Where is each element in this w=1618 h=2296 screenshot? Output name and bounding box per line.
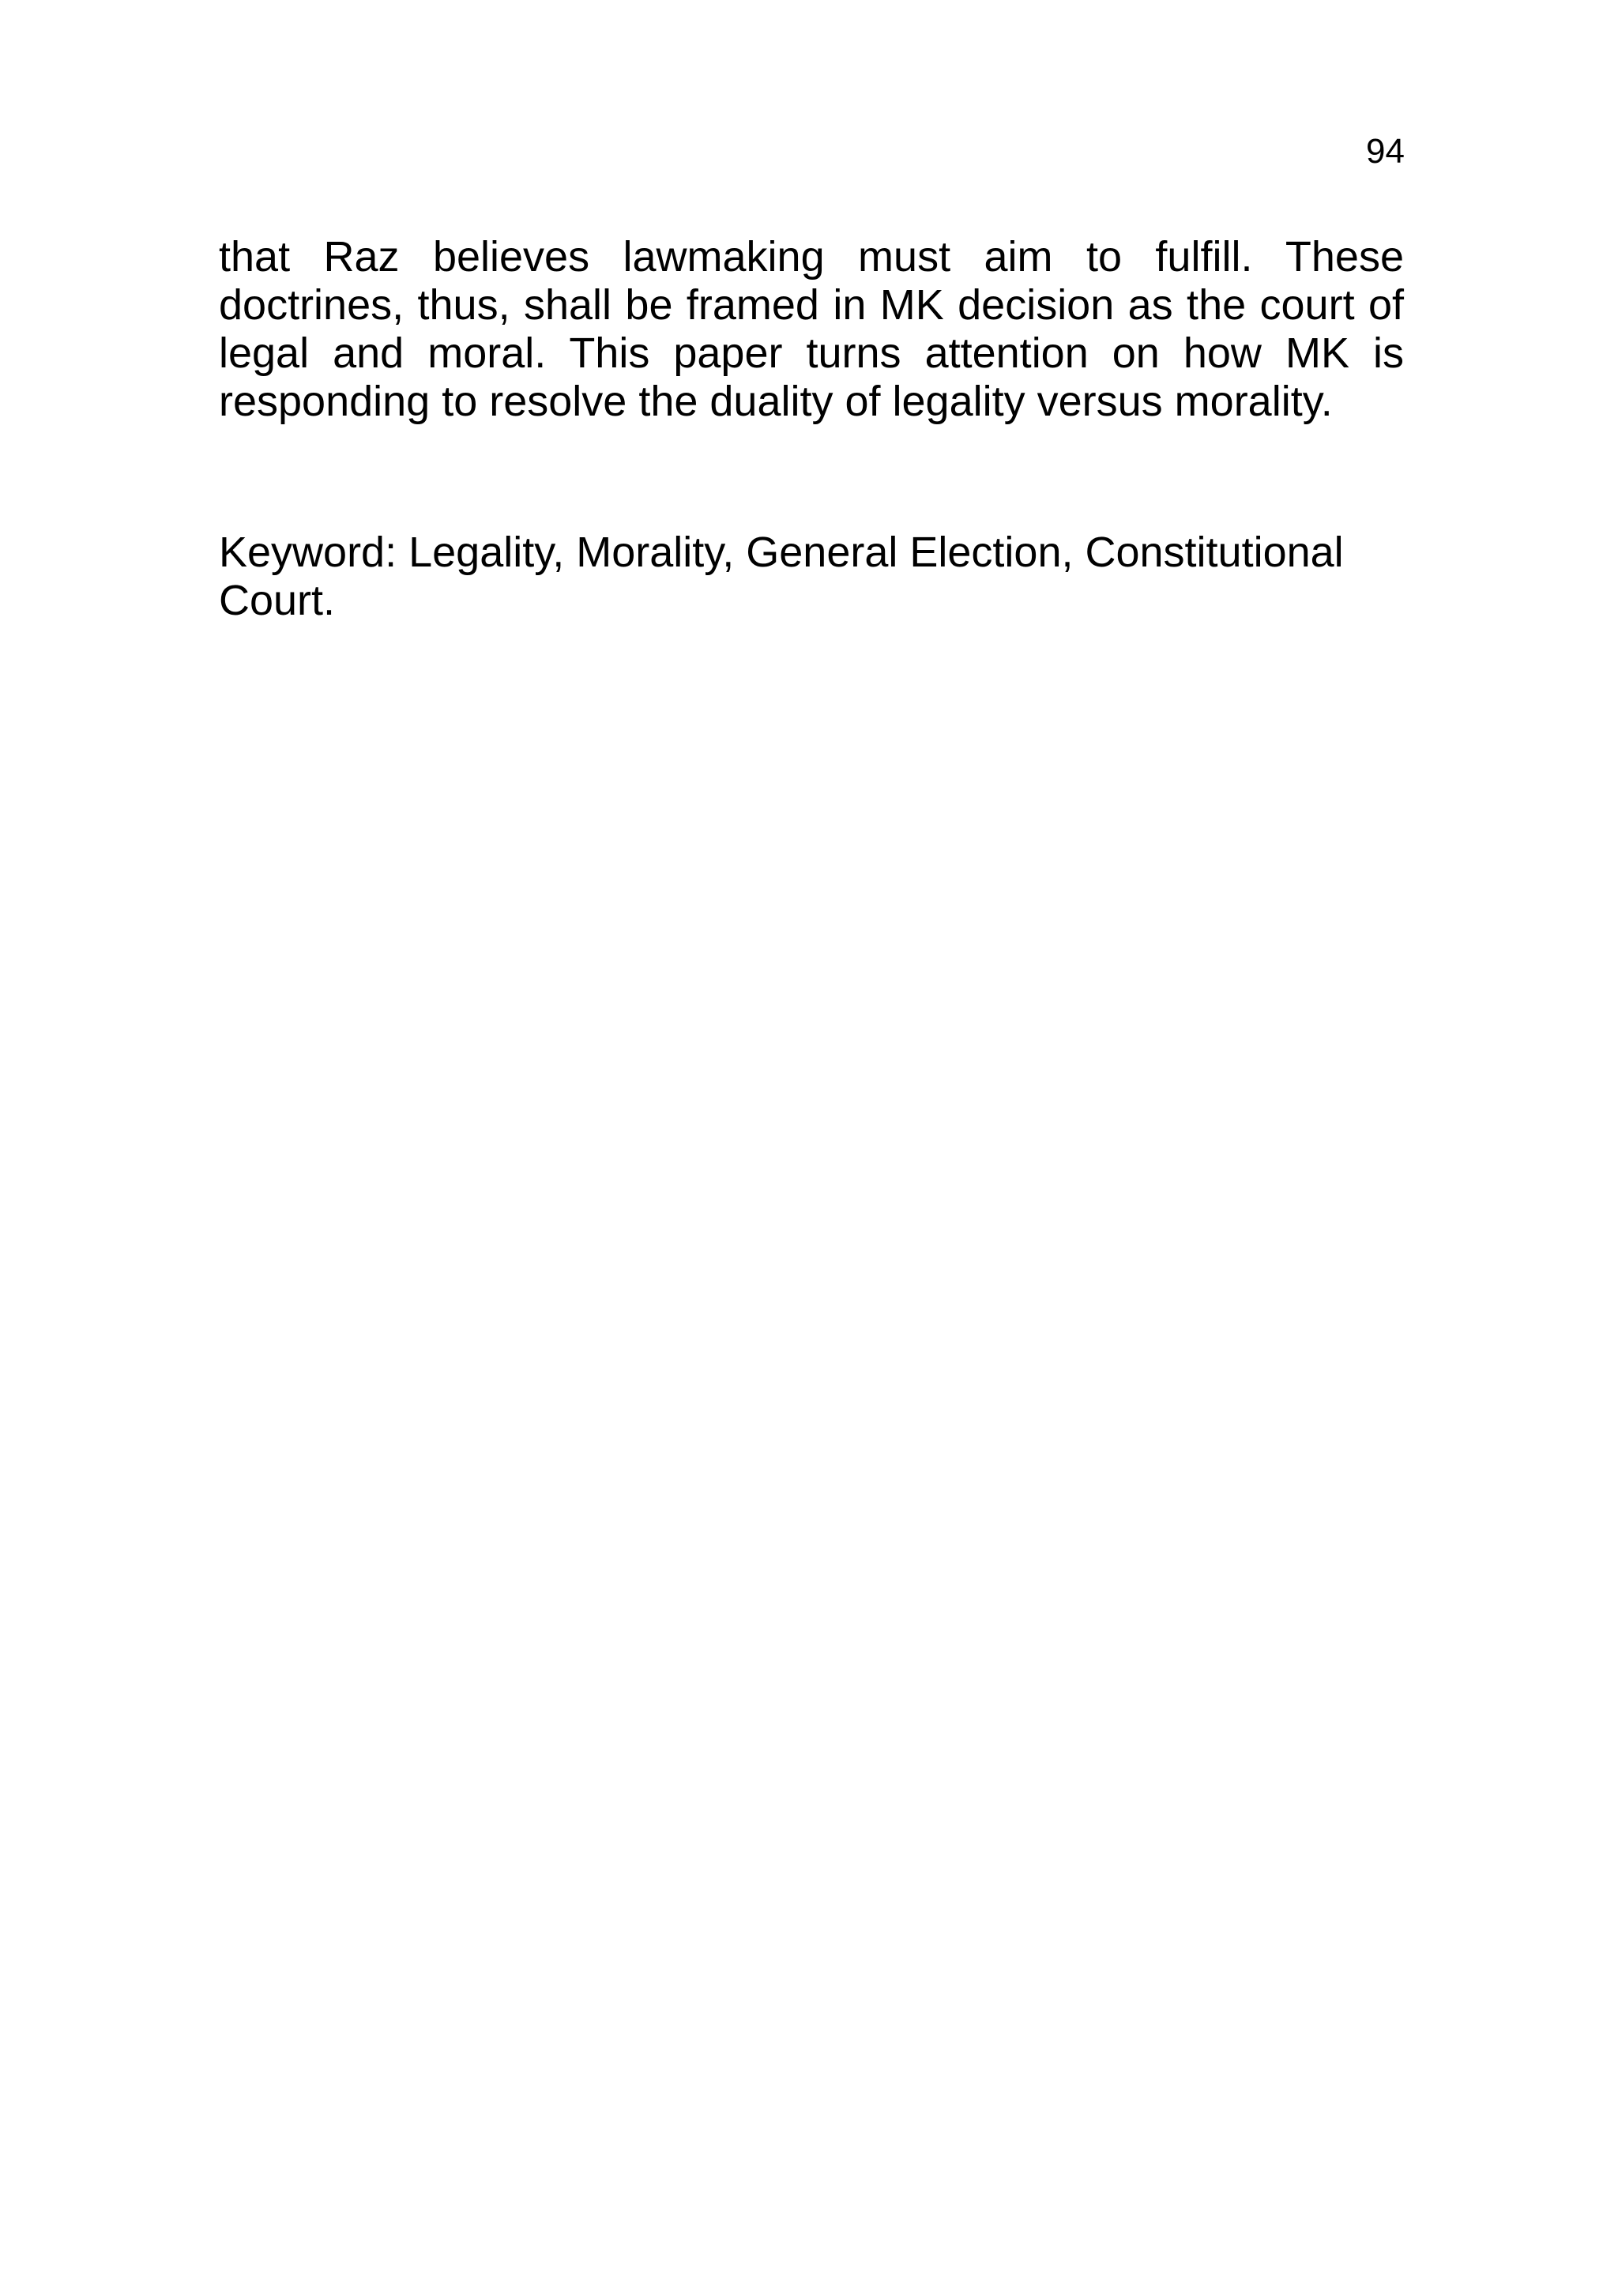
keywords-line: Keyword: Legality, Morality, General Election, Constitutional Court. — [219, 529, 1344, 624]
page-number: 94 — [1366, 132, 1405, 171]
body-paragraph: that Raz believes lawmaking must aim to fulfill. These doctrines, thus, shall be framed in MK decision as the court of legal and moral. This paper turns attention on how MK is responding to resolve the duality of legality versus morality. — [219, 233, 1404, 425]
